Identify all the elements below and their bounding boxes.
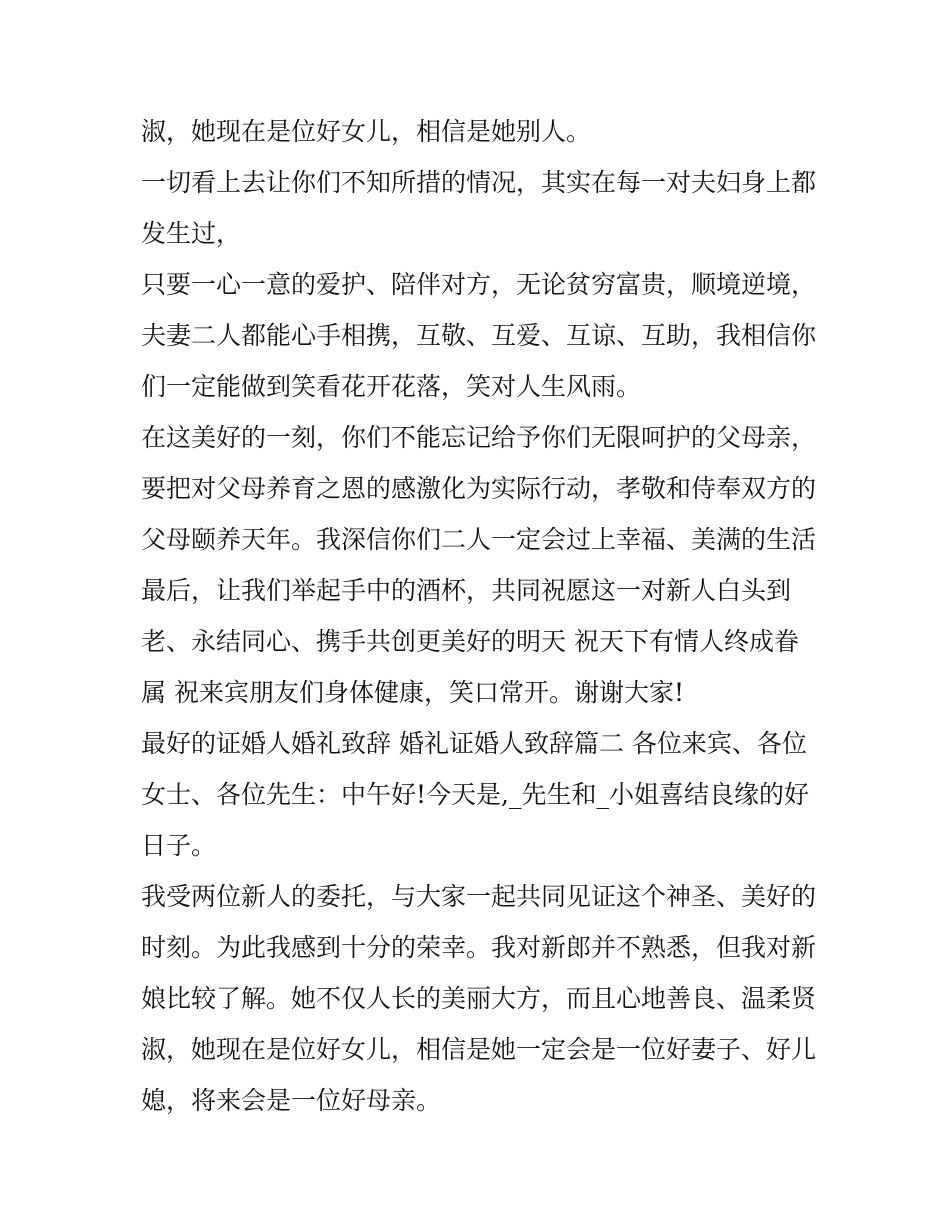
text-line: 淑，她现在是位好女儿，相信是她一定会是一位好妻子、好儿 — [141, 1035, 817, 1064]
text-line: 时刻。为此我感到十分的荣幸。我对新郎并不熟悉，但我对新 — [141, 933, 817, 962]
text-line: 我受两位新人的委托，与大家一起共同见证这个神圣、美好的 — [141, 882, 817, 911]
text-line: 父母颐养天年。我深信你们二人一定会过上幸福、美满的生活 — [141, 525, 817, 554]
text-line: 发生过， — [141, 219, 242, 248]
text-line: 最后，让我们举起手中的酒杯，共同祝愿这一对新人白头到 — [141, 576, 792, 605]
text-line: 日子。 — [141, 831, 217, 860]
body-text — [141, 106, 821, 1126]
text-line: 女士、各位先生：中午好!今天是,_先生和_小姐喜结良缘的好 — [141, 780, 809, 809]
text-line: 最好的证婚人婚礼致辞 婚礼证婚人致辞篇二 各位来宾、各位 — [141, 729, 807, 758]
text-line: 娘比较了解。她不仅人长的美丽大方，而且心地善良、温柔贤 — [141, 984, 817, 1013]
text-line: 媳，将来会是一位好母亲。 — [141, 1086, 442, 1115]
text-line: 属 祝来宾朋友们身体健康，笑口常开。谢谢大家! — [141, 678, 684, 707]
text-line: 一切看上去让你们不知所措的情况，其实在每一对夫妇身上都 — [141, 168, 817, 197]
text-line: 夫妻二人都能心手相携，互敬、互爱、互谅、互助，我相信你 — [141, 321, 817, 350]
text-line: 要把对父母养育之恩的感激化为实际行动，孝敬和侍奉双方的 — [141, 474, 817, 503]
text-line: 只要一心一意的爱护、陪伴对方，无论贫穷富贵，顺境逆境， — [141, 270, 817, 299]
text-line: 在这美好的一刻，你们不能忘记给予你们无限呵护的父母亲， — [141, 423, 817, 452]
text-line: 们一定能做到笑看花开花落，笑对人生风雨。 — [141, 372, 642, 401]
text-line: 老、永结同心、携手共创更美好的明天 祝天下有情人终成眷 — [141, 627, 799, 656]
text-line: 淑，她现在是位好女儿，相信是她别人。 — [141, 117, 592, 146]
